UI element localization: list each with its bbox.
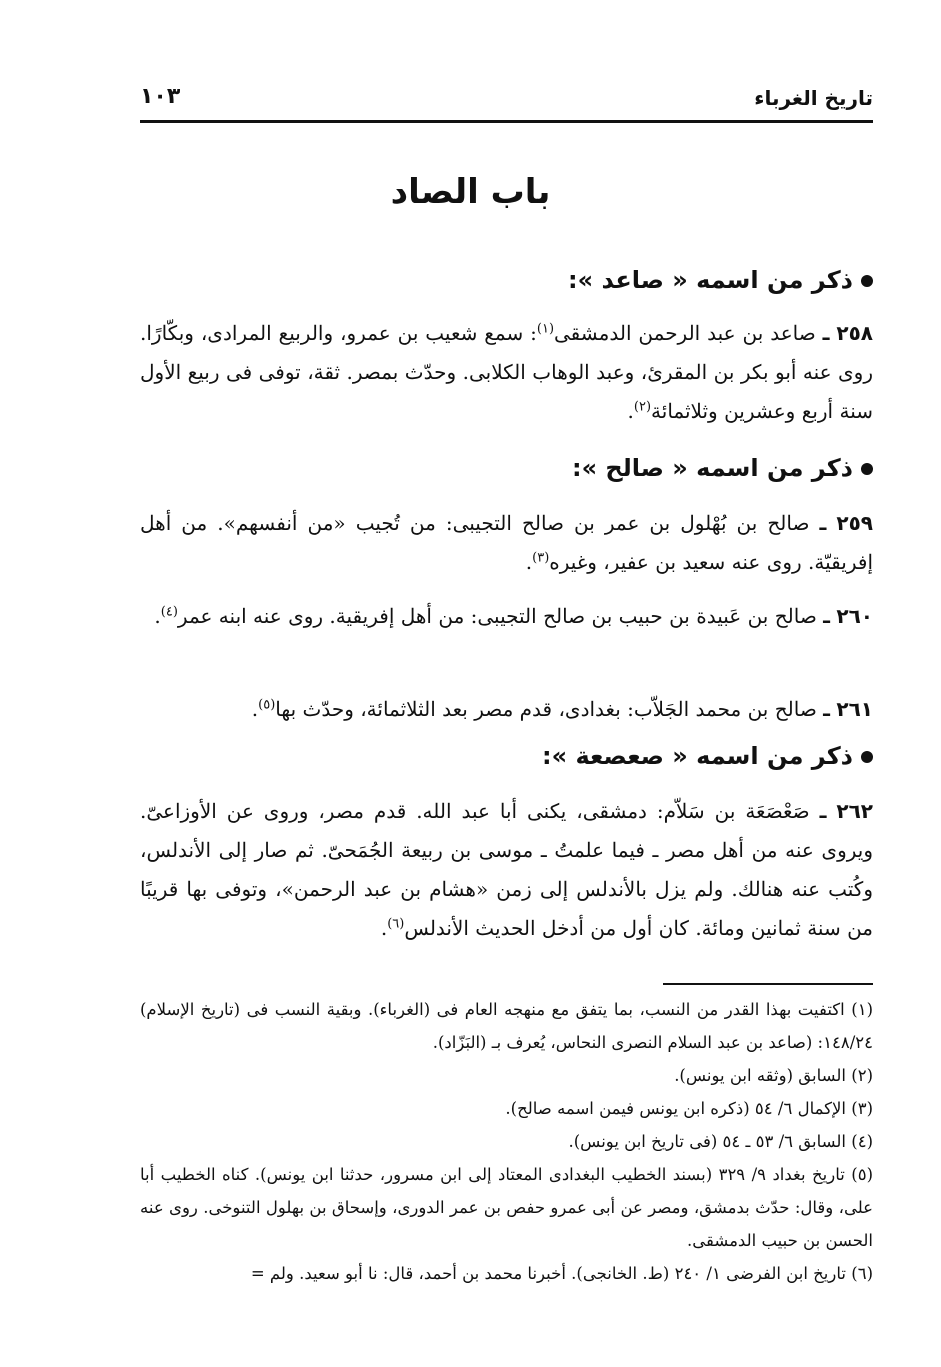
entry-258	[140, 314, 873, 431]
entry-260	[140, 597, 873, 636]
section-heading-salih	[572, 454, 873, 482]
chapter-title: باب الصاد	[390, 172, 551, 212]
entry-number: ٢٥٨	[836, 321, 873, 345]
footnote-number: (٣)	[851, 1099, 873, 1118]
footnote-number: (١)	[851, 1000, 874, 1019]
section-heading-text: ذكر من اسمه « صعصعة »:	[541, 742, 853, 770]
section-heading-text: ذكر من اسمه « صاعد »:	[568, 266, 853, 294]
footnote-ref[interactable]: (٤)	[160, 604, 178, 620]
footnote-ref[interactable]: (٦)	[387, 916, 405, 932]
entry-number: ٢٥٩	[836, 511, 873, 535]
entry-259	[140, 504, 873, 582]
footnote-divider	[663, 983, 873, 985]
footnote-3	[140, 1092, 873, 1125]
section-heading-sasaa	[542, 742, 873, 770]
footnote-text: اكتفيت بهذا القدر من النسب، بما يتفق مع منهجه العام فى (الغرباء). وبقية النسب فى (تاريخ الإسلام) ١٤٨/٢٤: (صاعد بن عبد السلام النصرى النحاس، يُعرف بـ (البَزّاد).	[140, 1000, 873, 1052]
footnote-text: تاريخ ابن الفرضى ١/ ٢٤٠ (ط. الخانجى). أخبرنا محمد بن أحمد، قال: نا أبو سعيد. ولم =	[250, 1264, 846, 1283]
footnote-2	[140, 1059, 873, 1092]
entry-261	[140, 690, 873, 729]
footnote-text: الإكمال ٦/ ٥٤ (ذكره ابن يونس فيمن اسمه صالح).	[505, 1099, 846, 1118]
entry-number: ٢٦١	[836, 697, 873, 721]
entry-text: صالح بن عَبيدة بن حبيب بن صالح التجيبى: من أهل إفريقية. روى عنه ابنه عمر	[177, 604, 817, 628]
running-title: تاريخ الغرباء	[754, 86, 873, 110]
section-heading-saed	[568, 266, 873, 294]
footnote-number: (٤)	[851, 1132, 873, 1151]
entry-separator: ـ	[822, 321, 830, 345]
entry-text: .	[627, 399, 634, 423]
entry-number: ٢٦٢	[836, 799, 874, 823]
footnote-4	[140, 1125, 873, 1158]
entry-separator: ـ	[819, 511, 827, 535]
entry-text: .	[380, 916, 388, 940]
entry-separator: ـ	[823, 697, 831, 721]
entry-text: : سمع شعيب بن عمرو، والربيع المرادى، وبكّارًا. روى عنه أبو بكر بن المقرئ، وعبد الوهاب الكلابى. وحدّث بمصر. ثقة، توفى فى ربيع الأول سنة أربع وعشرين وثلاثمائة	[140, 321, 873, 423]
entry-number: ٢٦٠	[836, 604, 873, 628]
footnote-text: السابق ٦/ ٥٣ ـ ٥٤ (فى تاريخ ابن يونس).	[568, 1132, 846, 1151]
entry-text: صالح بن محمد الجَلاّب: بغدادى، قدم مصر بعد الثلاثمائة، وحدّث بها	[275, 697, 817, 721]
entry-text: صاعد بن عبد الرحمن الدمشقى	[554, 321, 816, 345]
entry-separator: ـ	[823, 604, 831, 628]
footnote-1	[140, 993, 873, 1059]
entry-262	[140, 792, 873, 948]
entry-text: .	[154, 604, 161, 628]
entry-text: .	[251, 697, 259, 721]
footnote-5	[140, 1158, 873, 1257]
footnotes	[140, 993, 873, 1290]
footnote-ref[interactable]: (٢)	[633, 399, 652, 415]
page-header	[140, 80, 873, 123]
footnote-text: تاريخ بغداد ٩/ ٣٢٩ (بسند الخطيب البغدادى المعتاد إلى ابن مسرور، حدثنا ابن يونس). كناه الخطيب أبا على، وقال: حدّث بدمشق، ومصر عن أبى عمرو حفص بن عمر الدورى، وإسحاق بن بهلول التنوخى. روى عنه الحسن بن حبيب الدمشقى.	[140, 1165, 873, 1250]
entry-text: صالح بن بُهْلول بن عمر بن صالح التجيبى: من تُجيب «من أنفسهم». من أهل إفريقيّة. روى عنه سعيد بن عفير، وغيره	[140, 511, 873, 574]
footnote-ref[interactable]: (١)	[536, 321, 555, 337]
entry-text: .	[525, 550, 533, 574]
page-number: ١٠٣	[140, 84, 181, 109]
bullet-icon	[861, 751, 873, 763]
footnote-ref[interactable]: (٥)	[258, 697, 276, 713]
entry-separator: ـ	[819, 799, 827, 823]
footnote-number: (٦)	[851, 1264, 873, 1283]
footnote-6	[140, 1257, 873, 1290]
bullet-icon	[861, 275, 873, 287]
footnote-ref[interactable]: (٣)	[532, 550, 550, 566]
entry-text: صَعْصَعَة بن سَلاّم: دمشقى، يكنى أبا عبد الله. قدم مصر، وروى عن الأوزاعىّ. ويروى عنه من أهل مصر ـ فيما علمتُ ـ موسى بن ربيعة الجُمَحىّ. ثم صار إلى الأندلس، وكُتب عنه هنالك. ولم يزل بالأندلس إلى زمن «هشام بن عبد الرحمن»، وتوفى بها قريبًا من سنة ثمانين ومائة. كان أول من أدخل الحديث الأندلس	[140, 799, 873, 940]
footnote-text: السابق (وثقه ابن يونس).	[674, 1066, 846, 1085]
section-heading-text: ذكر من اسمه « صالح »:	[571, 454, 853, 482]
footnote-number: (٢)	[851, 1066, 873, 1085]
bullet-icon	[861, 463, 873, 475]
footnote-number: (٥)	[851, 1165, 874, 1184]
